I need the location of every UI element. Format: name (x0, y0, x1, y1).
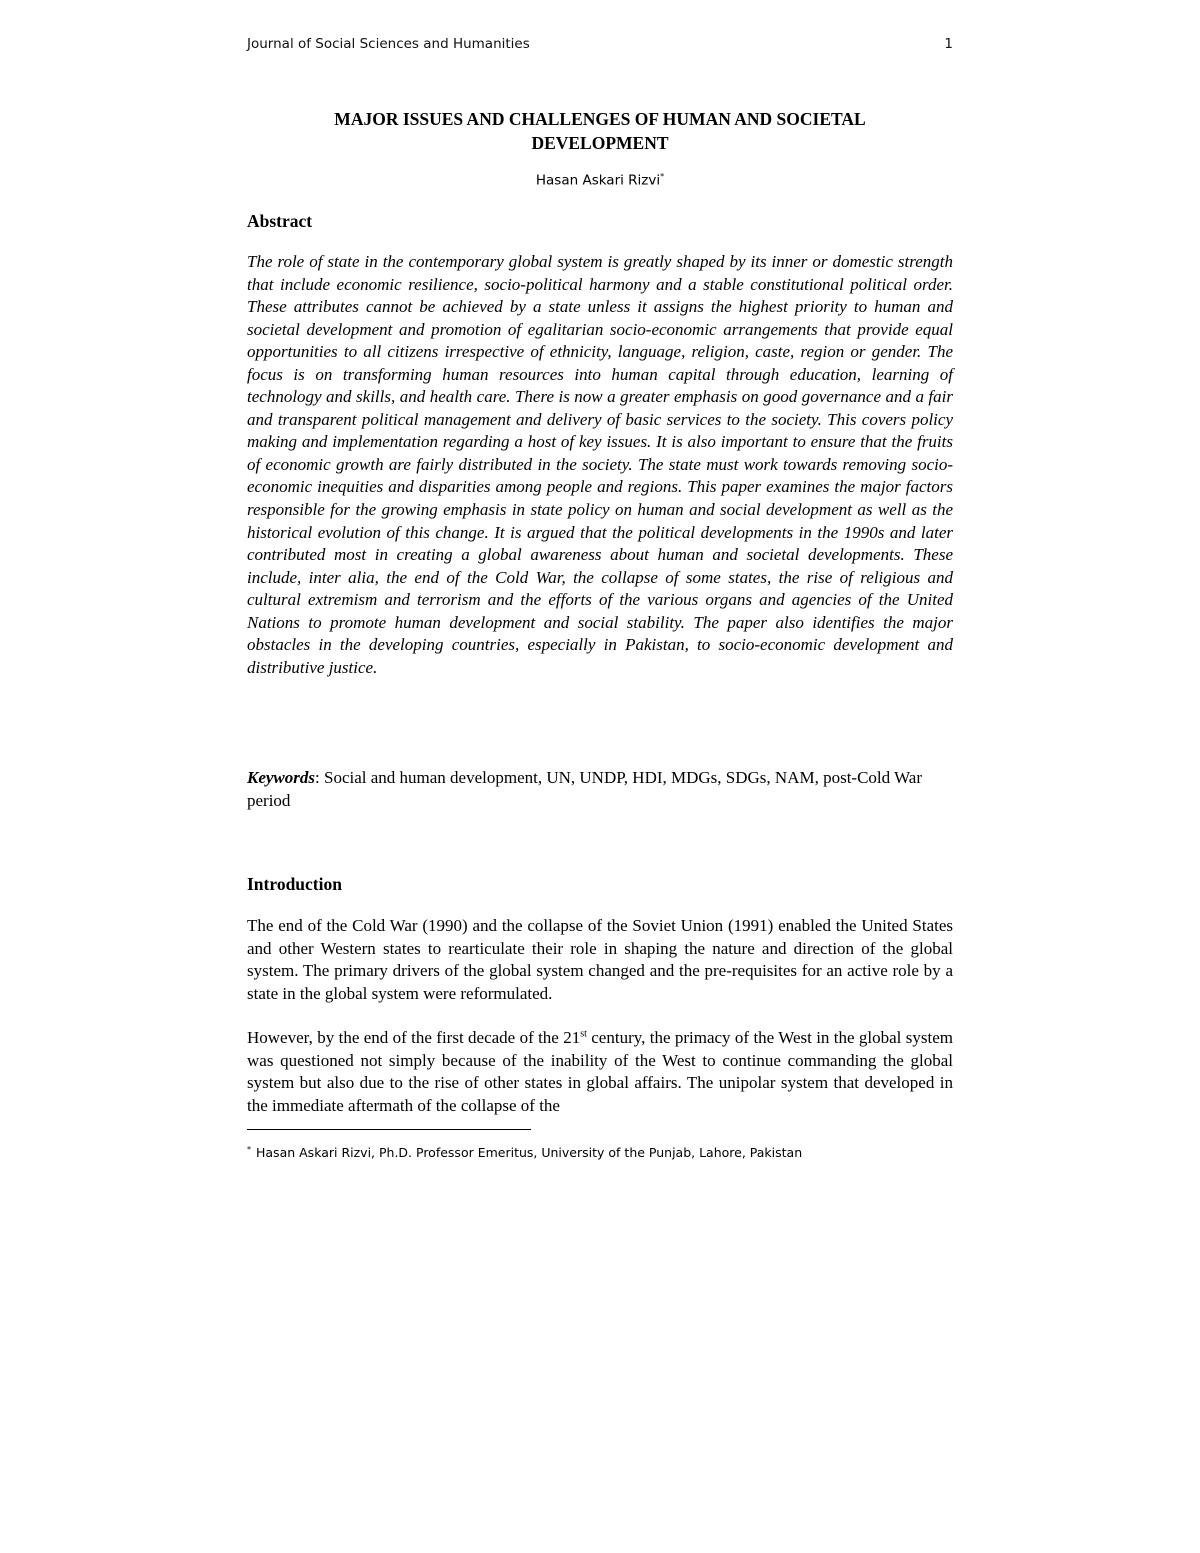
footnote-mark: * (247, 1145, 251, 1154)
introduction-paragraph-1: The end of the Cold War (1990) and the collapse of the Soviet Union (1991) enabled the United States and other Western states to rearticulate their role in shaping the nature and direction of the global system. The primary drivers of the global system changed and the pre-requisites for an active role by a state in the global system were reformulated. (247, 916, 953, 1003)
journal-name: Journal of Social Sciences and Humanities (247, 36, 530, 52)
running-head (247, 36, 953, 52)
author-name: Hasan Askari Rizvi (535, 172, 661, 189)
footnote (247, 1145, 953, 1160)
ordinal-superscript: st (580, 1028, 587, 1040)
paper-title (247, 107, 953, 155)
abstract-heading: Abstract (247, 211, 313, 231)
introduction-heading: Introduction (247, 874, 342, 894)
author-footnote-mark: * (660, 172, 665, 181)
footnote-text: Hasan Askari Rizvi, Ph.D. Professor Emeritus, University of the Punjab, Lahore, Pakistan (256, 1145, 803, 1161)
introduction-paragraph-2 (247, 1027, 953, 1117)
keywords-label: Keywords (247, 768, 315, 787)
title-line-2: DEVELOPMENT (531, 133, 669, 153)
paragraph-2-start: However, by the end of the first decade of the 21 (247, 1028, 581, 1047)
title-line-1: MAJOR ISSUES AND CHALLENGES OF HUMAN AND SOCIETAL (334, 109, 866, 129)
page-number: 1 (944, 36, 953, 52)
abstract-text: The role of state in the contemporary global system is greatly shaped by its inner or domestic strength that include economic resilience, socio-political harmony and a stable constitutional political order. These attributes cannot be achieved by a state unless it assigns the highest priority to human and societal development and promotion of egalitarian socio-economic arrangements that provide equal opportunities to all citizens irrespective of ethnicity, language, religion, caste, region or gender. The focus is on transforming human resources into human capital through education, learning of technology and skills, and health care. There is now a greater emphasis on good governance and a fair and transparent political management and delivery of basic services to the society. This covers policy making and implementation regarding a host of key issues. It is also important to ensure that the fruits of economic growth are fairly distributed in the society. The state must work towards removing socio-economic inequities and disparities among people and regions. This paper examines the major factors responsible for the growing emphasis in state policy on human and social development as well as the historical evolution of this change. It is argued that the political developments in the 1990s and later contributed most in creating a global awareness about human and societal developments. These include, inter alia, the end of the Cold War, the collapse of some states, the rise of religious and cultural extremism and terrorism and the efforts of the various organs and agencies of the United Nations to promote human development and social stability. The paper also identifies the major obstacles in the developing countries, especially in Pakistan, to socio-economic development and distributive justice. (247, 252, 953, 677)
paragraph-2-rest: century, the primacy of the West in the global system was questioned not simply because of the inability of the West to continue commanding the global system but also due to the rise of other states in global affairs. The unipolar system that developed in the immediate aftermath of the collapse of the (247, 1028, 953, 1115)
footnote-divider (247, 1129, 531, 1130)
keywords-text: Social and human development, UN, UNDP, HDI, MDGs, SDGs, NAM, post-Cold War period (247, 768, 922, 810)
author-line (247, 172, 953, 189)
keywords-separator: : (315, 768, 324, 787)
keywords (247, 767, 953, 812)
